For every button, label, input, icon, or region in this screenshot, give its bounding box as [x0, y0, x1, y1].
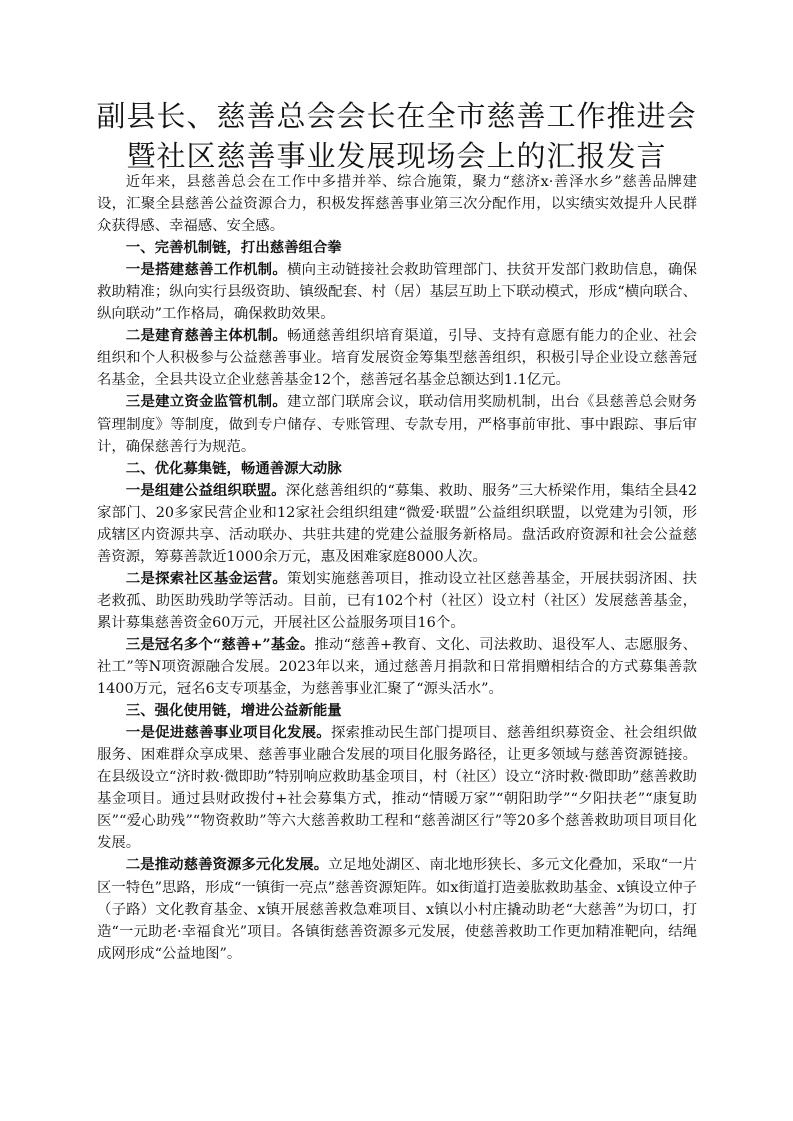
item-lead: 二是推动慈善资源多元化发展。 [125, 856, 329, 874]
item-text: 探索推动民生部门提项目、慈善组织募资金、社会组织做服务、困难群众享成果、慈善事业融合发展的项目化服务路径，让更多领域与慈善资源链接。在县级设立“济时救·微即助”特别响应救助基金项目，村（社区）设立“济时救·微即助”慈善救助基金项目。通过县财政拨付+社会募集方式，推动“情暖万家”“朝阳助学”“夕阳扶老”“康复助医”“爱心助残”“物资救助”等六大慈善救助工程和“慈善湖区行”等20多个慈善救助项目项目化发展。 [97, 725, 697, 852]
section-3-item-1 [97, 722, 697, 854]
item-text: 建立部门联席会议，联动信用奖励机制，出台《县慈善总会财务管理制度》等制度，做到专户储存、专账管理、专款专用，严格事前审批、事中跟踪、事后审计，确保慈善行为规范。 [97, 394, 697, 455]
item-lead: 一是组建公益组织联盟。 [125, 481, 286, 499]
title-line-2: 暨社区慈善事业发展现场会上的汇报发言 [126, 139, 667, 173]
item-text: 深化慈善组织的“募集、救助、服务”三大桥梁作用，集结全县42家部门、20多家民营企业和12家社会组织组建“微爱·联盟”公益组织联盟，以党建为引领，形成辖区内资源共享、活动联办、共驻共建的党建公益服务新格局。盘活政府资源和社会公益慈善资源，筹募善款近1000余万元，惠及困难家庭8000人次。 [97, 482, 697, 565]
section-3-heading: 三、强化使用链，增进公益新能量 [125, 702, 342, 720]
section-1-heading: 一、完善机制链，打出慈善组合拳 [125, 239, 342, 257]
title-line-1: 副县长、慈善总会会长在全市慈善工作推进会 [96, 99, 697, 133]
item-lead: 一是促进慈善事业项目化发展。 [125, 724, 331, 742]
section-2-heading: 二、优化募集链，畅通善源大动脉 [125, 459, 342, 477]
item-text: 横向主动链接社会救助管理部门、扶贫开发部门救助信息，确保救助精准；纵向实行县级资助、镇级配套、村（居）基层互助上下联动模式，形成“横向联合、纵向联动”工作格局，确保救助效果。 [97, 262, 697, 323]
section-1-item-3 [97, 391, 697, 457]
item-lead: 三是冠名多个“慈善+”基金。 [125, 635, 315, 653]
item-text: 畅通慈善组织培育渠道，引导、支持有意愿有能力的企业、社会组织和个人积极参与公益慈善事业。培育发展资金筹集型慈善组织，积极引导企业设立慈善冠名基金，全县共设立企业慈善基金12个，慈善冠名基金总额达到1.1亿元。 [97, 328, 697, 389]
item-text: 推动“慈善+教育、文化、司法救助、退役军人、志愿服务、社工”等N项资源融合发展。2023年以来，通过慈善月捐款和日常捐赠相结合的方式募集善款1400万元，冠名6支专项基金，为慈善事业汇聚了“源头活水”。 [97, 636, 697, 698]
item-text: 策划实施慈善项目，推动设立社区慈善基金，开展扶弱济困、扶老救孤、助医助残助学等活动。目前，已有102个村（社区）设立村（社区）发展慈善基金，累计募集慈善资金60万元，开展社区公益服务项目16个。 [97, 570, 697, 631]
item-lead: 二是建育慈善主体机制。 [125, 327, 287, 345]
document-title [60, 96, 733, 176]
item-lead: 三是建立资金监管机制。 [125, 393, 287, 411]
section-1-item-2 [97, 325, 697, 391]
section-3-item-2 [97, 854, 697, 964]
section-1-item-1 [97, 259, 697, 325]
intro-paragraph: 近年来，县慈善总会在工作中多措并举、综合施策，聚力“慈济x·善泽水乡”慈善品牌建设，汇聚全县慈善公益资源合力，积极发挥慈善事业第三次分配作用，以实绩实效提升人民群众获得感、幸福感、安全感。 [97, 174, 697, 235]
item-lead: 一是搭建慈善工作机制。 [125, 261, 287, 279]
section-2-item-1 [97, 480, 697, 568]
document-body [97, 171, 697, 965]
item-text: 立足地处湖区、南北地形狭长、多元文化叠加，采取“一片区一特色”思路，形成“一镇街一亮点”慈善资源矩阵。如x街道打造姜肱救助基金、x镇设立仲子（子路）文化教育基金、x镇开展慈善救急难项目、x镇以小村庄撬动助老“大慈善”为切口，打造“一元助老·幸福食光”项目。各镇街慈善资源多元发展，使慈善救助工作更加精准靶向，结绳成网形成“公益地图”。 [97, 857, 697, 962]
section-2-item-2 [97, 568, 697, 634]
section-2-item-3 [97, 634, 697, 700]
item-lead: 二是探索社区基金运营。 [125, 569, 287, 587]
